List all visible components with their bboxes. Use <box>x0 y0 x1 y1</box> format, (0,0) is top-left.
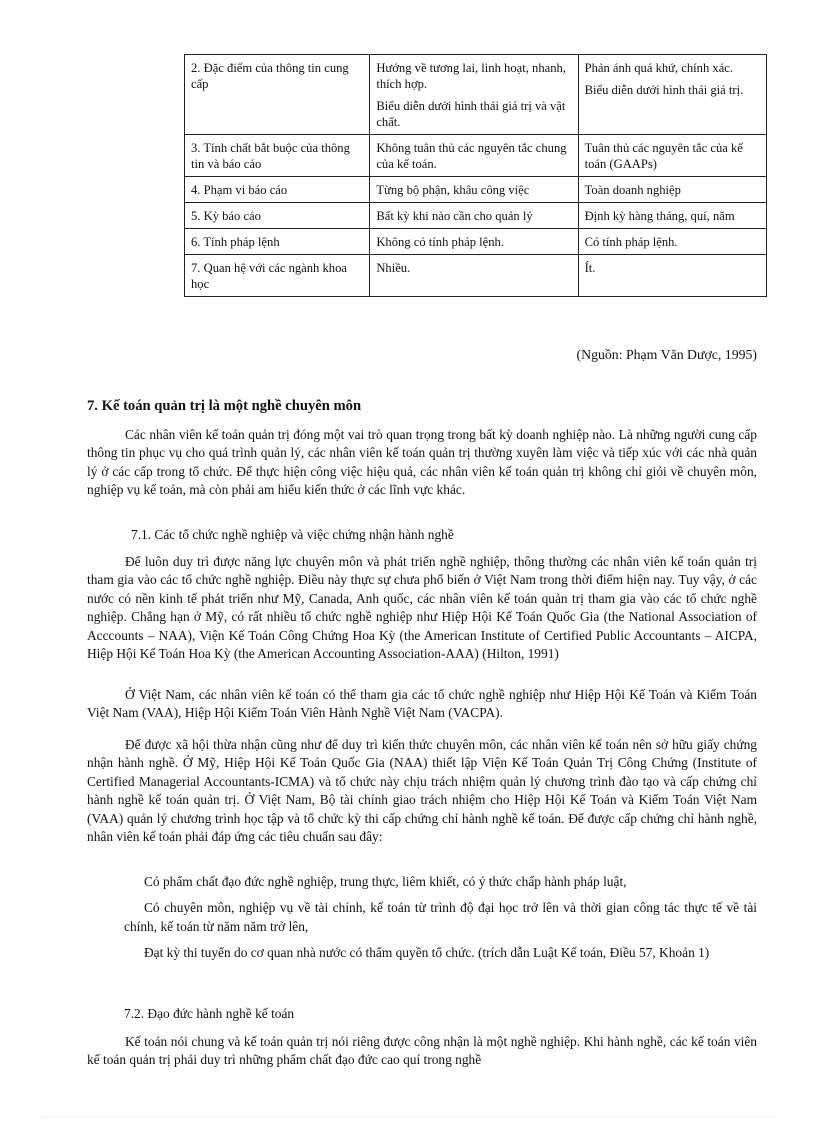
table-row <box>185 55 767 135</box>
financial-cell: Tuân thủ các nguyên tắc của kế toán (GAAPs) <box>578 135 766 177</box>
criteria-item: Đạt kỳ thi tuyển do cơ quan nhà nước có thẩm quyền tổ chức. (trích dẫn Luật Kế toán, Điều 57, Khoản 1) <box>144 945 710 960</box>
management-cell: Nhiều. <box>370 255 578 297</box>
criterion-cell: 4. Phạm vi báo cáo <box>185 177 370 203</box>
financial-cell: Phản ánh quá khứ, chính xác. Biểu diễn dưới hình thái giá trị. <box>578 55 766 135</box>
paragraph: Ở Việt Nam, các nhân viên kế toán có thể tham gia các tổ chức nghề nghiệp như Hiệp Hội Kế Toán và Kiểm Toán Việt Nam (VAA), Hiệp Hội Kiểm Toán Viên Hành Nghề Việt Nam (VACPA). <box>87 687 757 721</box>
table-row <box>185 203 767 229</box>
intro-paragraph: Các nhân viên kế toán quản trị đóng một vai trò quan trọng trong bất kỳ doanh nghiệp nào. Là những người cung cấp thông tin phục vụ cho quá trình quản lý, các nhân viên kế toán quản trị thường xuyên làm việc và tiếp xúc với các nhà quản lý ở các cấp trong tổ chức. Để thực hiện công việc hiệu quả, các nhân viên kế toán quản trị không chỉ giỏi về chuyên môn, nghiệp vụ kế toán, mà còn phải am hiểu kiến thức ở các lĩnh vực khác. <box>87 427 757 498</box>
management-cell: Bất kỳ khi nào cần cho quản lý <box>370 203 578 229</box>
source-note: (Nguồn: Phạm Văn Dược, 1995) <box>576 347 757 362</box>
table-row <box>185 229 767 255</box>
page-divider <box>40 1116 776 1117</box>
subsection-heading-7-2: 7.2. Đạo đức hành nghề kế toán <box>124 1006 295 1021</box>
table-row <box>185 177 767 203</box>
comparison-table <box>184 54 767 297</box>
financial-cell: Định kỳ hàng tháng, quí, năm <box>578 203 766 229</box>
table-row <box>185 135 767 177</box>
management-cell: Hướng về tương lai, linh hoạt, nhanh, thích hợp. Biểu diễn dưới hình thái giá trị và vật chất. <box>370 55 578 135</box>
criterion-cell: 5. Kỳ báo cáo <box>185 203 370 229</box>
paragraph: Để luôn duy trì được năng lực chuyên môn và phát triển nghề nghiệp, thông thường các nhân viên kế toán quản trị tham gia vào các tổ chức nghề nghiệp. Điều này thực sự chưa phổ biến ở Việt Nam trong thời điểm hiện nay. Tuy vậy, ở các nước có nền kinh tế phát triển như Mỹ, Canada, Anh quốc, các nhân viên kế toán quản trị tham gia vào các tổ chức nghề nghiệp. Chẳng hạn ở Mỹ, có rất nhiều tổ chức nghề nghiệp như Hiệp Hội Kế Toán Quốc Gia (the National Association of Acccounts – NAA), Viện Kế Toán Công Chứng Hoa Kỳ (the American Institute of Certified Public Accountants – AICPA, Hiệp Hội Kế Toán Hoa Kỳ (the American Accounting Association-AAA) (Hilton, 1991) <box>87 554 757 662</box>
table-row <box>185 255 767 297</box>
subsection-heading-7-1: 7.1. Các tổ chức nghề nghiệp và việc chứng nhận hành nghề <box>131 527 454 542</box>
section-heading: 7. Kế toán quản trị là một nghề chuyên môn <box>87 398 362 414</box>
financial-cell: Có tính pháp lệnh. <box>578 229 766 255</box>
criterion-cell: 7. Quan hệ với các ngành khoa học <box>185 255 370 297</box>
financial-cell: Ít. <box>578 255 766 297</box>
management-cell: Không có tính pháp lệnh. <box>370 229 578 255</box>
criteria-item: Có chuyên môn, nghiệp vụ về tài chính, kế toán từ trình độ đại học trở lên và thời gian công tác thực tế về tài chính, kế toán từ năm năm trở lên, <box>124 900 757 934</box>
management-cell: Không tuân thủ các nguyên tắc chung của kế toán. <box>370 135 578 177</box>
paragraph: Kế toán nói chung và kế toán quản trị nói riêng được công nhận là một nghề nghiệp. Khi hành nghề, các kế toán viên kế toán quản trị phải duy trì những phẩm chất đạo đức cao quí trong nghề <box>87 1034 757 1068</box>
financial-cell: Toàn doanh nghiệp <box>578 177 766 203</box>
criterion-cell: 3. Tính chất bắt buộc của thông tin và báo cáo <box>185 135 370 177</box>
criteria-item: Có phẩm chất đạo đức nghề nghiệp, trung thực, liêm khiết, có ý thức chấp hành pháp luật, <box>144 874 627 889</box>
criterion-cell: 6. Tính pháp lệnh <box>185 229 370 255</box>
paragraph: Để được xã hội thừa nhận cũng như để duy trì kiến thức chuyên môn, các nhân viên kế toán nên sở hữu giấy chứng nhận hành nghề. Ở Mỹ, Hiệp Hội Kế Toán Quốc Gia (NAA) thiết lập Viện Kế Toán Quản Trị Công Chứng (Institute of Certified Managerial Accountants-ICMA) và tổ chức này chịu trách nhiệm quản lý chương trình đào tạo và cấp chứng chỉ hành nghề kế toán quản trị. Ở Việt Nam, Bộ tài chính giao trách nhiệm cho Hiệp Hội Kế Toán và Kiểm Toán Việt Nam (VAA) quản lý chương trình học tập và tổ chức kỳ thi cấp chứng chỉ hành nghề kế toán. Để được cấp chứng chỉ hành nghề, nhân viên kế toán phải đáp ứng các tiêu chuẩn sau đây: <box>87 737 757 845</box>
management-cell: Từng bộ phận, khâu công việc <box>370 177 578 203</box>
criterion-cell: 2. Đặc điểm của thông tin cung cấp <box>185 55 370 135</box>
